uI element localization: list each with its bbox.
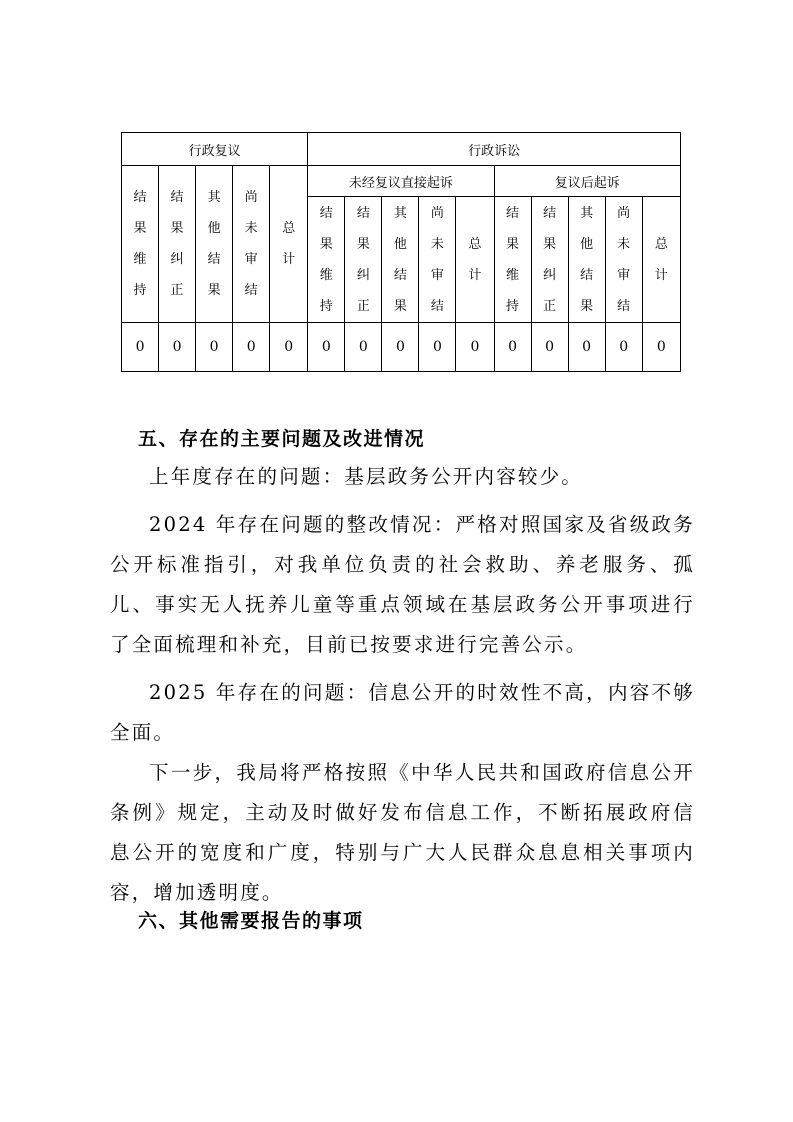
admin-review-litigation-table bbox=[121, 132, 681, 372]
header-admin-review: 行政复议 bbox=[122, 133, 308, 166]
col-header: 总计 bbox=[642, 197, 680, 323]
table-cell: 0 bbox=[419, 323, 456, 372]
col-header: 结果纠正 bbox=[531, 197, 568, 323]
col-header: 尚未审结 bbox=[233, 166, 270, 323]
col-header: 结果维持 bbox=[308, 197, 345, 323]
table-cell: 0 bbox=[308, 323, 345, 372]
table-cell: 0 bbox=[196, 323, 233, 372]
table-cell: 0 bbox=[382, 323, 419, 372]
paragraph-next-steps: 下一步，我局将严格按照《中华人民共和国政府信息公开条例》规定，主动及时做好发布信息工作，不断拓展政府信息公开的宽度和广度，特别与广大人民群众息息相关事项内容，增加透明度。 bbox=[110, 761, 695, 904]
table-cell: 0 bbox=[122, 323, 159, 372]
header-direct-suit: 未经复议直接起诉 bbox=[308, 166, 494, 197]
col-header: 结果纠正 bbox=[159, 166, 196, 323]
col-header: 尚未审结 bbox=[605, 197, 642, 323]
table-cell: 0 bbox=[233, 323, 270, 372]
col-header: 其他结果 bbox=[382, 197, 419, 323]
table-cell: 0 bbox=[270, 323, 308, 372]
section-five-heading: 五、存在的主要问题及改进情况 bbox=[138, 428, 426, 450]
col-header: 结果维持 bbox=[122, 166, 159, 323]
header-after-review: 复议后起诉 bbox=[494, 166, 680, 197]
table-cell: 0 bbox=[159, 323, 196, 372]
table-cell: 0 bbox=[456, 323, 494, 372]
col-header: 尚未审结 bbox=[419, 197, 456, 323]
section-six-heading: 六、其他需要报告的事项 bbox=[138, 910, 364, 932]
col-header: 总计 bbox=[270, 166, 308, 323]
col-header: 其他结果 bbox=[196, 166, 233, 323]
table-cell: 0 bbox=[605, 323, 642, 372]
col-header: 结果维持 bbox=[494, 197, 531, 323]
paragraph-2024-rectification: 2024 年存在问题的整改情况：严格对照国家及省级政务公开标准指引，对我单位负责的社会救助、养老服务、孤儿、事实无人抚养儿童等重点领域在基层政务公开事项进行了全面梳理和补充，目前已按要求进行完善公示。 bbox=[110, 513, 695, 656]
paragraph-2025-issue: 2025 年存在的问题：信息公开的时效性不高，内容不够全面。 bbox=[110, 681, 695, 744]
paragraph-last-year-issue: 上年度存在的问题：基层政务公开内容较少。 bbox=[149, 465, 584, 488]
col-header: 其他结果 bbox=[568, 197, 605, 323]
table-cell: 0 bbox=[531, 323, 568, 372]
table-cell: 0 bbox=[642, 323, 680, 372]
table-cell: 0 bbox=[494, 323, 531, 372]
table-cell: 0 bbox=[568, 323, 605, 372]
header-admin-litigation: 行政诉讼 bbox=[308, 133, 681, 166]
col-header: 结果纠正 bbox=[345, 197, 382, 323]
col-header: 总计 bbox=[456, 197, 494, 323]
table-cell: 0 bbox=[345, 323, 382, 372]
